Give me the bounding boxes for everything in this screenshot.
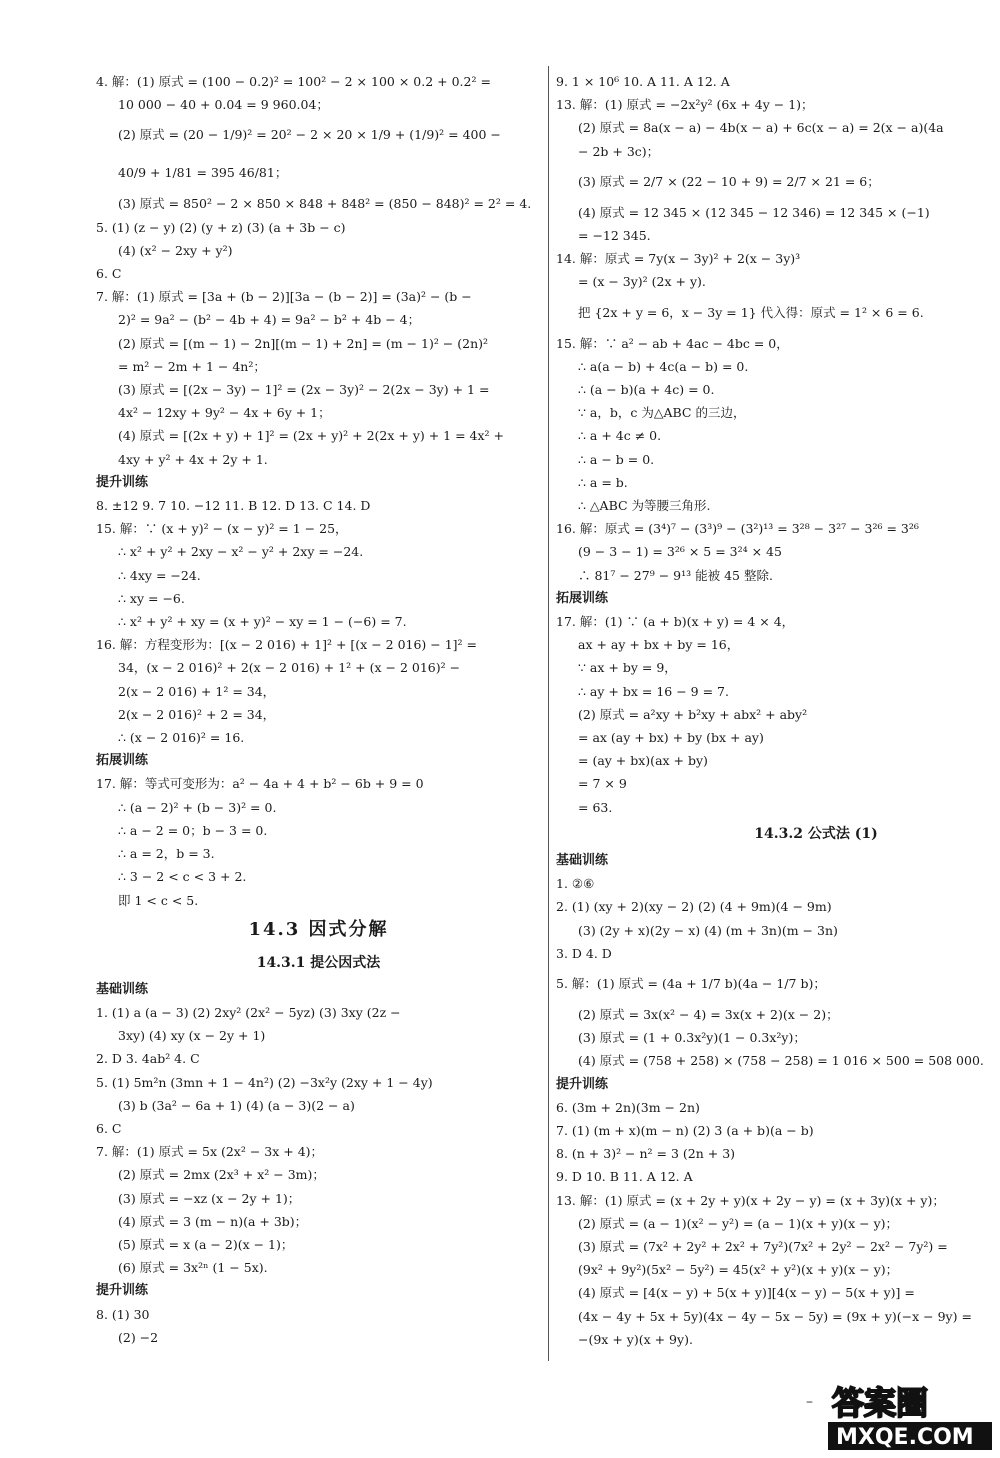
right-column-line: ∴ 81⁷ − 27⁹ − 9¹³ 能被 45 整除.: [578, 567, 773, 583]
left-column-line: ∴ a = 2，b = 3.: [118, 846, 215, 862]
right-column-line: = 7 × 9: [578, 776, 627, 792]
left-column-line: 提升训练: [96, 1283, 149, 1299]
right-column-line: 17. 解：(1) ∵ (a + b)(x + y) = 4 × 4，: [556, 614, 795, 630]
right-column-line: ∵ ax + by = 9，: [578, 660, 677, 676]
left-column-line: (2) 原式 = 2mx (2x³ + x² − 3m)；: [118, 1167, 325, 1183]
right-column-line: 8. (n + 3)² − n² = 3 (2n + 3): [556, 1146, 736, 1162]
left-column-line: (3) b (3a² − 6a + 1) (4) (a − 3)(2 − a): [118, 1097, 355, 1113]
right-column-line: ax + ay + bx + by = 16，: [578, 637, 740, 653]
right-column-line: ∴ a − b = 0.: [578, 451, 655, 467]
right-column-line: − 2b + 3c)；: [578, 143, 660, 159]
left-column-line: 40/9 + 1/81 = 395 46/81；: [118, 165, 288, 181]
right-column: [556, 70, 996, 1351]
left-column-line: 基础训练: [96, 981, 149, 997]
right-column-line: ∴ a(a − b) + 4c(a − b) = 0.: [578, 358, 749, 374]
right-column-line: 1. ②⑥: [556, 876, 595, 892]
left-column: [96, 70, 541, 1349]
left-column-line: 6. C: [96, 266, 122, 282]
left-column-line: ∴ x² + y² + xy = (x + y)² − xy = 1 − (−6) = 7.: [118, 614, 407, 630]
left-column-line: (6) 原式 = 3x²ⁿ (1 − 5x).: [118, 1260, 268, 1276]
left-column-line: 4xy + y² + 4x + 2y + 1.: [118, 451, 268, 467]
right-column-line: ∴ ay + bx = 16 − 9 = 7.: [578, 683, 729, 699]
right-column-line: 9. 1 × 10⁶ 10. A 11. A 12. A: [556, 74, 730, 89]
left-column-line: (4) 原式 = [(2x + y) + 1]² = (2x + y)² + 2(2x + y) + 1 = 4x² +: [118, 428, 505, 444]
right-column-line: 7. (1) (m + x)(m − n) (2) 3 (a + b)(a − b): [556, 1122, 814, 1138]
column-divider: [548, 66, 549, 1361]
right-column-line: 15. 解：∵ a² − ab + 4ac − 4bc = 0，: [556, 335, 789, 351]
right-column-line: (2) 原式 = a²xy + b²xy + abx² + aby²: [578, 706, 808, 722]
right-column-line: (3) 原式 = 2/7 × (22 − 10 + 9) = 2/7 × 21 = 6；: [578, 173, 880, 189]
right-column-line: (2) 原式 = 3x(x² − 4) = 3x(x + 2)(x − 2)；: [578, 1006, 839, 1022]
right-column-line: 拓展训练: [556, 590, 609, 606]
left-column-line: (2) 原式 = [(m − 1) − 2n][(m − 1) + 2n] = (m − 1)² − (2n)²: [118, 335, 489, 351]
left-column-line: 4. 解：(1) 原式 = (100 − 0.2)² = 100² − 2 × 100 × 0.2 + 0.2² =: [96, 74, 491, 89]
left-column-line: 1. (1) a (a − 3) (2) 2xy² (2x² − 5yz) (3) 3xy (2z −: [96, 1004, 401, 1020]
left-column-line: (2) 原式 = (20 − 1/9)² = 20² − 2 × 20 × 1/9 + (1/9)² = 400 −: [118, 127, 501, 143]
right-column-line: (3) 原式 = (7x² + 2y² + 2x² + 7y²)(7x² + 2y² − 2x² − 7y²) =: [578, 1238, 948, 1254]
left-column-line: 6. C: [96, 1120, 122, 1136]
left-column-line: 7. 解：(1) 原式 = 5x (2x² − 3x + 4)；: [96, 1144, 324, 1160]
right-column-line: 把 {2x + y = 6，x − 3y = 1} 代入得：原式 = 1² × 6 = 6.: [578, 304, 924, 320]
left-column-line: (5) 原式 = x (a − 2)(x − 1)；: [118, 1236, 294, 1252]
left-column-line: 17. 解：等式可变形为：a² − 4a + 4 + b² − 6b + 9 = 0: [96, 776, 424, 792]
left-column-line: ∴ 3 − 2 < c < 3 + 2.: [118, 869, 247, 885]
right-column-line: (2) 原式 = 8a(x − a) − 4b(x − a) + 6c(x − a) = 2(x − a)(4a: [578, 120, 944, 136]
left-column-line: 3xy) (4) xy (x − 2y + 1): [118, 1028, 266, 1044]
watermark-bottom-text: MXQE.COM: [836, 1425, 974, 1450]
right-column-line: ∴ a + 4c ≠ 0.: [578, 428, 662, 444]
left-column-line: = m² − 2m + 1 − 4n²；: [118, 358, 266, 374]
watermark-top-text: 答案圈: [832, 1384, 929, 1422]
left-column-line: ∴ x² + y² + 2xy − x² − y² + 2xy = −24.: [118, 544, 364, 560]
right-column-line: ∴ (a − b)(a + 4c) = 0.: [578, 382, 715, 398]
page-mark: –: [806, 1394, 813, 1410]
right-column-line: = ax (ay + bx) + by (bx + ay): [578, 730, 764, 746]
left-column-line: 2. D 3. 4ab² 4. C: [96, 1051, 200, 1067]
right-column-line: (3) (2y + x)(2y − x) (4) (m + 3n)(m − 3n): [578, 922, 838, 938]
right-column-line: = (x − 3y)² (2x + y).: [578, 274, 706, 290]
right-column-line: = (ay + bx)(ax + by): [578, 753, 708, 769]
left-column-line: 4x² − 12xy + 9y² − 4x + 6y + 1；: [118, 405, 331, 421]
left-column-line: 提升训练: [96, 474, 149, 490]
left-column-line: 2(x − 2 016) + 1² = 34，: [118, 683, 276, 699]
left-column-line: (2) −2: [118, 1329, 159, 1345]
right-column-line: 2. (1) (xy + 2)(xy − 2) (2) (4 + 9m)(4 − 9m): [556, 899, 832, 915]
left-column-line: 10 000 − 40 + 0.04 = 9 960.04；: [118, 97, 329, 113]
right-column-line: (2) 原式 = (a − 1)(x² − y²) = (a − 1)(x + y)(x − y)；: [578, 1215, 899, 1231]
left-column-line: (3) 原式 = [(2x − 3y) − 1]² = (2x − 3y)² − 2(2x − 3y) + 1 =: [118, 382, 490, 398]
right-column-line: ∵ a，b，c 为△ABC 的三边，: [578, 405, 746, 421]
left-column-line: 14.3 因式分解: [248, 918, 389, 940]
watermark-logo: [822, 1378, 998, 1454]
left-column-line: 16. 解：方程变形为：[(x − 2 016) + 1]² + [(x − 2 016) − 1]² =: [96, 637, 478, 653]
left-column-line: 8. ±12 9. 7 10. −12 11. B 12. D 13. C 14. D: [96, 498, 371, 514]
right-column-line: (4) 原式 = [4(x − y) + 5(x + y)][4(x − y) − 5(x + y)] =: [578, 1285, 915, 1301]
right-column-line: (3) 原式 = (1 + 0.3x²y)(1 − 0.3x²y)；: [578, 1030, 806, 1046]
right-column-line: 13. 解：(1) 原式 = −2x²y² (6x + 4y − 1)；: [556, 97, 814, 113]
left-column-line: ∴ 4xy = −24.: [118, 567, 201, 583]
left-column-line: ∴ (x − 2 016)² = 16.: [118, 730, 245, 746]
left-column-line: 5. (1) (z − y) (2) (y + z) (3) (a + 3b − c): [96, 219, 346, 235]
left-column-line: 2(x − 2 016)² + 2 = 34，: [118, 706, 276, 722]
right-column-line: 16. 解：原式 = (3⁴)⁷ − (3³)⁹ − (3²)¹³ = 3²⁸ − 3²⁷ − 3²⁶ = 3²⁶: [556, 521, 919, 537]
left-column-line: 即 1 < c < 5.: [118, 892, 199, 908]
right-column-line: (4x − 4y + 5x + 5y)(4x − 4y − 5x − 5y) = (9x + y)(−x − 9y) =: [578, 1308, 972, 1324]
right-column-line: ∴ △ABC 为等腰三角形.: [578, 498, 711, 514]
left-column-line: ∴ a − 2 = 0；b − 3 = 0.: [118, 822, 268, 838]
left-column-line: 34，(x − 2 016)² + 2(x − 2 016) + 1² + (x − 2 016)² −: [118, 660, 461, 676]
right-column-line: (9x² + 9y²)(5x² − 5y²) = 45(x² + y²)(x + y)(x − y)；: [578, 1262, 899, 1278]
right-column-line: ∴ a = b.: [578, 474, 628, 490]
left-column-line: 15. 解：∵ (x + y)² − (x − y)² = 1 − 25，: [96, 521, 348, 537]
right-column-line: 基础训练: [556, 852, 609, 868]
right-column-line: 9. D 10. B 11. A 12. A: [556, 1169, 693, 1185]
left-column-line: 5. (1) 5m²n (3mn + 1 − 4n²) (2) −3x²y (2xy + 1 − 4y): [96, 1074, 433, 1090]
right-column-line: = −12 345.: [578, 228, 651, 244]
right-column-line: 13. 解：(1) 原式 = (x + 2y + y)(x + 2y − y) = (x + 3y)(x + y)；: [556, 1192, 945, 1208]
right-column-line: (9 − 3 − 1) = 3²⁶ × 5 = 3²⁴ × 45: [578, 544, 782, 560]
right-column-line: 6. (3m + 2n)(3m − 2n): [556, 1099, 700, 1115]
left-column-line: (3) 原式 = −xz (x − 2y + 1)；: [118, 1190, 301, 1206]
left-column-line: (3) 原式 = 850² − 2 × 850 × 848 + 848² = (850 − 848)² = 2² = 4.: [118, 196, 532, 212]
right-column-line: = 63.: [578, 799, 613, 815]
left-column-line: 14.3.1 提公因式法: [256, 954, 381, 971]
left-column-line: 拓展训练: [96, 753, 149, 769]
left-column-line: ∴ (a − 2)² + (b − 3)² = 0.: [118, 799, 277, 815]
right-column-line: −(9x + y)(x + 9y).: [578, 1331, 693, 1347]
left-column-line: (4) 原式 = 3 (m − n)(a + 3b)；: [118, 1213, 308, 1229]
right-column-line: 提升训练: [556, 1076, 609, 1092]
right-column-line: (4) 原式 = (758 + 258) × (758 − 258) = 1 016 × 500 = 508 000.: [578, 1053, 984, 1069]
left-column-line: ∴ xy = −6.: [118, 590, 185, 606]
left-column-line: 7. 解：(1) 原式 = [3a + (b − 2)][3a − (b − 2)] = (3a)² − (b −: [96, 289, 472, 305]
right-column-line: 3. D 4. D: [556, 945, 612, 961]
right-column-line: 14. 解：原式 = 7y(x − 3y)² + 2(x − 3y)³: [556, 251, 801, 267]
right-column-line: (4) 原式 = 12 345 × (12 345 − 12 346) = 12 345 × (−1): [578, 204, 930, 220]
left-column-line: 2)² = 9a² − (b² − 4b + 4) = 9a² − b² + 4b − 4；: [118, 312, 421, 328]
right-column-line: 14.3.2 公式法 (1): [754, 825, 878, 842]
left-column-line: 8. (1) 30: [96, 1306, 150, 1322]
right-column-line: 5. 解：(1) 原式 = (4a + 1/7 b)(4a − 1/7 b)；: [556, 975, 826, 991]
left-column-line: (4) (x² − 2xy + y²): [118, 242, 233, 258]
